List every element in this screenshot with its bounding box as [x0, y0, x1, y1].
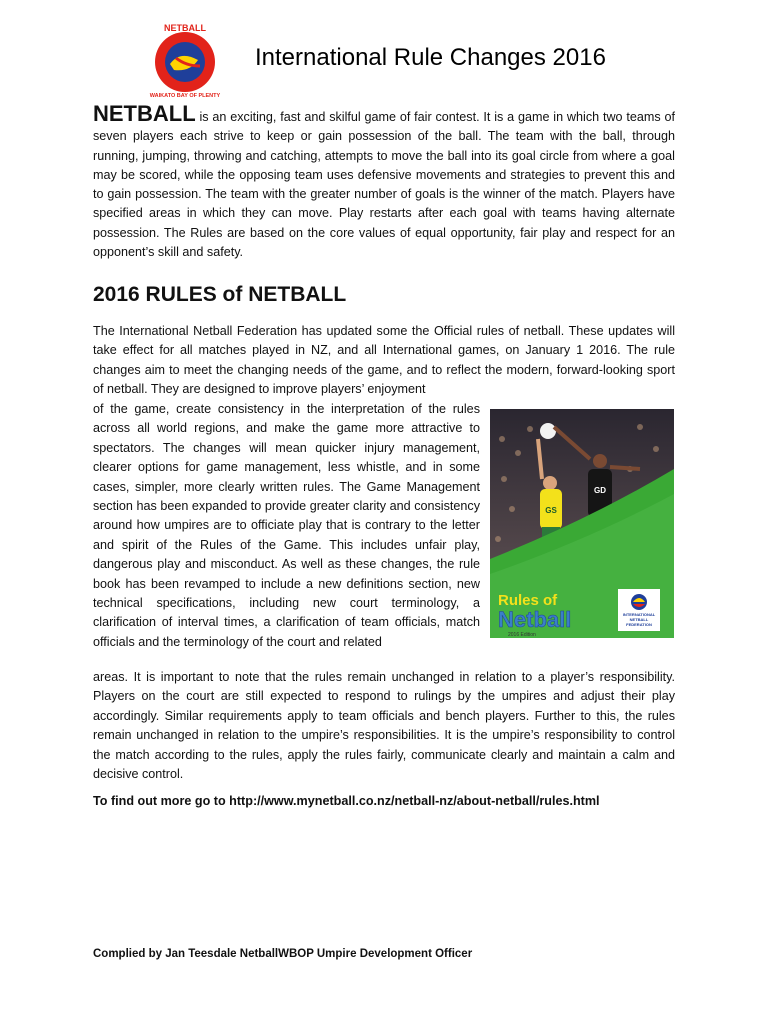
page-title: International Rule Changes 2016	[255, 44, 606, 71]
logo-bottom-text: WAIKATO BAY OF PLENTY	[149, 93, 221, 98]
rules-paragraph-top: The International Netball Federation has updated some the Official rules of netball. These updates will take effect for all matches played in NZ, and all International games, on January 1 2016. The rule changes aim to meet the changing needs of the game, and to reflect the modern, forward-looking sport of netball. They are designed to improve players’ enjoyment	[93, 324, 675, 397]
ball-icon	[540, 423, 556, 439]
intro-body-text: is an exciting, fast and skilful game of fair contest. It is a game in which two teams of seven players each strive to keep or gain possession of the ball. The team with the ball, through running, jumping, throwing and catching, attempts to move the ball into its goal circle from where a goal may be scored, while the opposing team uses defensive movements and strategies to prevent this and to gain possession. The team with the greater number of goals is the winner of the match. Players have specified areas in which they can move. Play restarts after each goal with teams having alternate possession. The Rules are based on the core values of equal opportunity, fair play and respect for an opponent’s skill and safety.	[93, 110, 675, 260]
bib-left: GS	[545, 506, 557, 515]
cover-title-line2: Netball	[498, 607, 572, 632]
more-info-link[interactable]: To find out more go to http://www.mynetball.co.nz/netball-nz/about-netball/rules.html	[93, 794, 600, 808]
cover-edition: 2016 Edition	[508, 632, 536, 638]
rules-paragraph-bottom: areas. It is important to note that the rules remain unchanged in relation to a player’s responsibility. Players on the court are still expected to respond to rulings by the umpires and adjust their play accordingly. Similar requirements apply to team officials and bench players. Further to this, the rules remain unchanged in relation to the umpire’s responsibilities. It is the umpire’s responsibility to control the match according to the rules, apply the rules fairly, communicate clearly and maintain a calm and decisive control.	[93, 670, 675, 782]
bib-right: GD	[594, 486, 606, 495]
intro-paragraph	[93, 101, 675, 262]
inf-badge-text: INTERNATIONAL NETBALL FEDERATION	[622, 612, 656, 627]
footer-credit: Complied by Jan Teesdale NetballWBOP Umpire Development Officer	[93, 948, 473, 960]
rules-paragraph-wrapped: of the game, create consistency in the interpretation of the rules across all world regions, and make the game more attractive to spectators. The changes will mean quicker injury management, clearer options for game management, less whistle, and in some cases, simpler, more clearly written rules. The Game Management section has been expanded to provide greater clarity and consistency around how umpires are to officiate play that is contrary to the letter and spirit of the Rules of the Game. This includes unfair play, dangerous play and misconduct. As well as these changes, the rule book has been revamped to include a new definitions section, new technical specifications, including new court terminology, a clarification of interval times, a clarification of team officials, match officials and the terminology of the court and related	[93, 402, 480, 649]
netball-wbop-logo	[140, 20, 230, 98]
rules-of-netball-cover	[490, 409, 674, 638]
intro-lead-word: NETBALL	[93, 101, 196, 126]
cover-title-line1: Rules of	[498, 592, 558, 609]
rules-heading: 2016 RULES of NETBALL	[93, 283, 347, 306]
logo-top-text: NETBALL	[164, 23, 206, 33]
